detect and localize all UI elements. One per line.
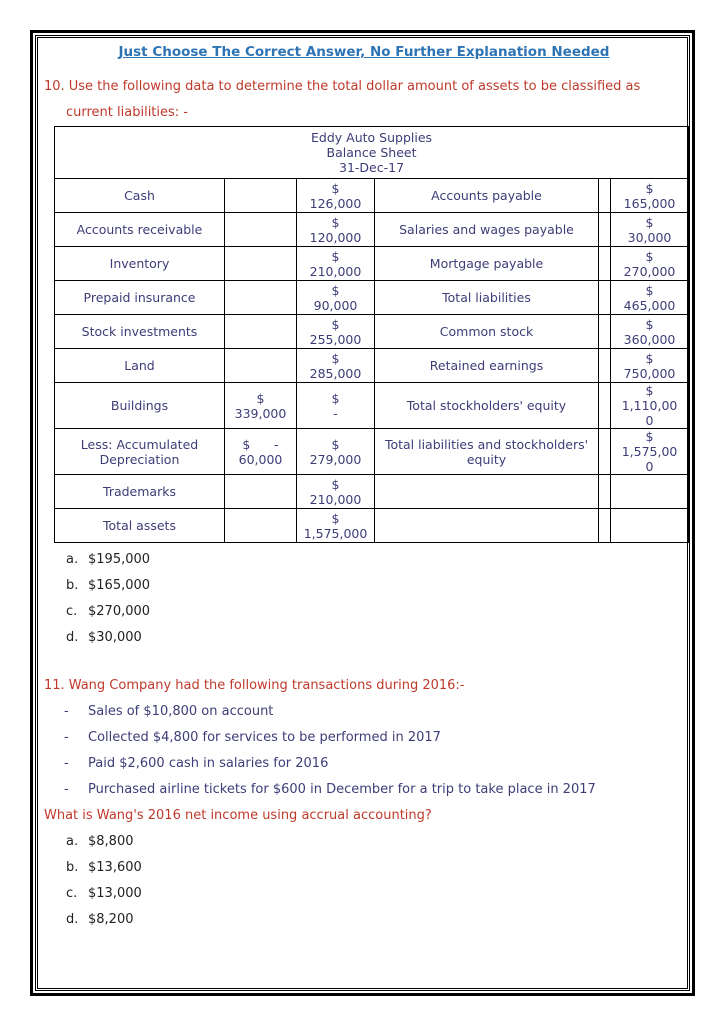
spacer-cell xyxy=(599,247,611,281)
statement-date: 31-Dec-17 xyxy=(339,160,405,175)
empty-cell xyxy=(375,475,599,509)
balance-sheet-table xyxy=(54,126,689,543)
asset-amount: $ 279,000 xyxy=(297,429,375,475)
spacer-cell xyxy=(599,429,611,475)
statement-name: Balance Sheet xyxy=(326,145,417,160)
asset-label: Stock investments xyxy=(55,315,225,349)
equity-label: Total stockholders' equity xyxy=(375,383,599,429)
q10-options xyxy=(44,547,684,651)
asset-amount: $ 90,000 xyxy=(297,281,375,315)
asset-label: Accounts receivable xyxy=(55,213,225,247)
empty-cell xyxy=(611,509,689,543)
equity-label: Common stock xyxy=(375,315,599,349)
asset-subtotal xyxy=(225,179,297,213)
asset-label: Less: Accumulated Depreciation xyxy=(55,429,225,475)
table-row xyxy=(55,281,689,315)
table-row xyxy=(55,383,689,429)
asset-subtotal: $ 339,000 xyxy=(225,383,297,429)
asset-label: Buildings xyxy=(55,383,225,429)
empty-cell xyxy=(611,475,689,509)
answer-option[interactable]: b. $13,600 xyxy=(66,860,142,875)
list-item: - Paid $2,600 cash in salaries for 2016 xyxy=(88,751,684,777)
q11-number: 11. xyxy=(44,678,65,693)
asset-amount: $ 285,000 xyxy=(297,349,375,383)
table-row xyxy=(55,509,689,543)
equity-label: Total liabilities and stockholders' equity xyxy=(375,429,599,475)
q11-options xyxy=(44,829,684,933)
asset-label: Land xyxy=(55,349,225,383)
liability-amount: $ 30,000 xyxy=(611,213,689,247)
asset-amount: $ - xyxy=(297,383,375,429)
asset-label: Trademarks xyxy=(55,475,225,509)
balance-sheet-header xyxy=(55,127,689,179)
document-body xyxy=(44,38,684,933)
asset-subtotal: $ - 60,000 xyxy=(225,429,297,475)
asset-subtotal xyxy=(225,247,297,281)
equity-amount: $ 750,000 xyxy=(611,349,689,383)
liability-amount: $ 465,000 xyxy=(611,281,689,315)
answer-option[interactable]: c. $270,000 xyxy=(66,604,151,619)
answer-option[interactable]: a. $195,000 xyxy=(66,552,151,567)
table-row xyxy=(55,349,689,383)
equity-amount: $ 1,110,00 0 xyxy=(611,383,689,429)
asset-subtotal xyxy=(225,213,297,247)
table-row xyxy=(55,429,689,475)
q11-text: Wang Company had the following transactions during 2016:- xyxy=(68,678,465,693)
table-row xyxy=(55,475,689,509)
q10-prompt-line2: current liabilities: - xyxy=(66,105,188,120)
answer-option[interactable]: d. $30,000 xyxy=(66,630,142,645)
list-item: - Sales of $10,800 on account xyxy=(88,699,684,725)
spacer-cell xyxy=(599,315,611,349)
list-item: - Purchased airline tickets for $600 in December for a trip to take place in 2017 xyxy=(88,777,684,803)
asset-subtotal xyxy=(225,475,297,509)
asset-label: Inventory xyxy=(55,247,225,281)
liability-label: Accounts payable xyxy=(375,179,599,213)
page-heading: Just Choose The Correct Answer, No Further Explanation Needed xyxy=(118,44,610,60)
company-name: Eddy Auto Supplies xyxy=(311,130,433,145)
asset-amount: $ 210,000 xyxy=(297,475,375,509)
q10-number: 10. xyxy=(44,79,65,94)
answer-option[interactable]: a. $8,800 xyxy=(66,834,134,849)
equity-amount: $ 1,575,00 0 xyxy=(611,429,689,475)
spacer-cell xyxy=(599,475,611,509)
asset-subtotal xyxy=(225,315,297,349)
list-item: - Collected $4,800 for services to be performed in 2017 xyxy=(88,725,684,751)
q10-text-1: Use the following data to determine the total dollar amount of assets to be classified as xyxy=(68,79,641,94)
spacer-cell xyxy=(599,213,611,247)
q11-transactions xyxy=(44,699,684,803)
liability-amount: $ 270,000 xyxy=(611,247,689,281)
answer-option[interactable]: c. $13,000 xyxy=(66,886,142,901)
spacer-cell xyxy=(599,281,611,315)
q11-question: What is Wang's 2016 net income using accrual accounting? xyxy=(44,808,432,823)
empty-cell xyxy=(375,509,599,543)
asset-label: Cash xyxy=(55,179,225,213)
asset-amount: $ 255,000 xyxy=(297,315,375,349)
asset-amount: $ 1,575,000 xyxy=(297,509,375,543)
q10-prompt-line1 xyxy=(44,74,684,100)
spacer-cell xyxy=(599,383,611,429)
liability-label: Mortgage payable xyxy=(375,247,599,281)
spacer-cell xyxy=(599,509,611,543)
equity-amount: $ 360,000 xyxy=(611,315,689,349)
asset-amount: $ 120,000 xyxy=(297,213,375,247)
answer-option[interactable]: d. $8,200 xyxy=(66,912,134,927)
asset-amount: $ 126,000 xyxy=(297,179,375,213)
asset-subtotal xyxy=(225,281,297,315)
asset-label: Prepaid insurance xyxy=(55,281,225,315)
asset-subtotal xyxy=(225,509,297,543)
spacer-cell xyxy=(599,349,611,383)
table-row xyxy=(55,315,689,349)
asset-label: Total assets xyxy=(55,509,225,543)
liability-amount: $ 165,000 xyxy=(611,179,689,213)
table-row xyxy=(55,179,689,213)
answer-option[interactable]: b. $165,000 xyxy=(66,578,151,593)
q11-prompt xyxy=(44,673,684,699)
equity-label: Retained earnings xyxy=(375,349,599,383)
table-row xyxy=(55,213,689,247)
liability-label: Salaries and wages payable xyxy=(375,213,599,247)
table-row xyxy=(55,247,689,281)
liability-label: Total liabilities xyxy=(375,281,599,315)
spacer-cell xyxy=(599,179,611,213)
asset-subtotal xyxy=(225,349,297,383)
asset-amount: $ 210,000 xyxy=(297,247,375,281)
